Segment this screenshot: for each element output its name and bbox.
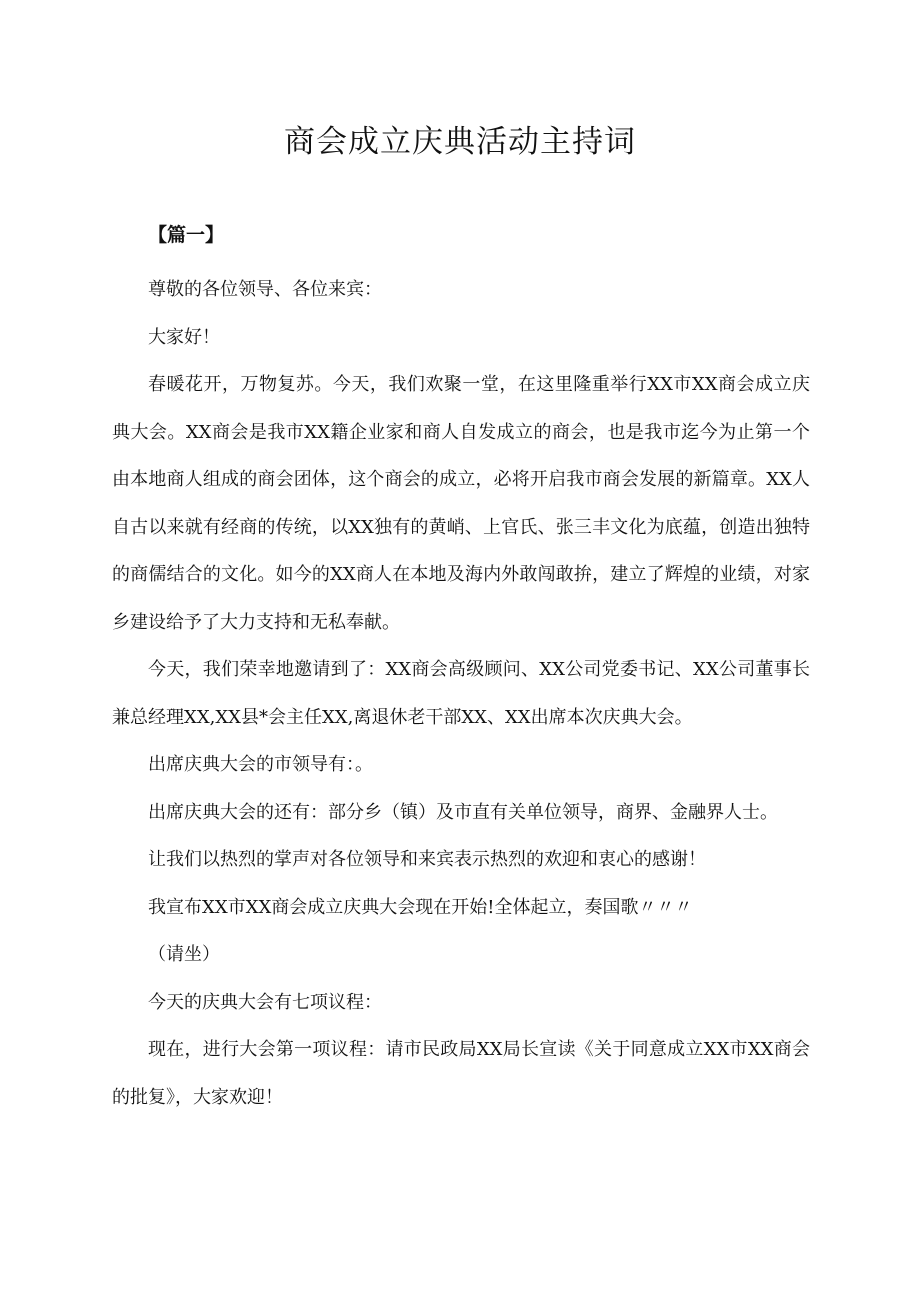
paragraph-hello: 大家好！ — [148, 326, 220, 348]
document-body — [112, 266, 810, 1121]
paragraph-other-attendees: 出席庆典大会的还有：部分乡（镇）及市直有关单位领导，商界、金融界人士。 — [148, 801, 778, 823]
paragraph-city-leaders: 出席庆典大会的市领导有：。 — [148, 754, 373, 775]
paragraph-welcome: 让我们以热烈的掌声对各位领导和来宾表示热烈的欢迎和衷心的感谢！ — [148, 849, 706, 870]
document-title: 商会成立庆典活动主持词 — [284, 124, 636, 160]
paragraph-agenda: 今天的庆典大会有七项议程： — [148, 991, 382, 1013]
paragraph-opening: 我宣布XX市XX商会成立庆典大会现在开始!全体起立，奏国歌〃〃〃 — [148, 896, 693, 918]
paragraph-greeting: 尊敬的各位领导、各位来宾： — [148, 279, 382, 300]
paragraph-first-item: 现在，进行大会第一项议程：请市民政局XX局长宣读《关于同意成立XX市XX商会的批复》，大家欢迎！ — [112, 1039, 810, 1108]
paragraph-please-sit: （请坐） — [148, 944, 220, 965]
paragraph-intro: 春暖花开，万物复苏。今天，我们欢聚一堂，在这里隆重举行XX市XX商会成立庆典大会。XX商会是我市XX籍企业家和商人自发成立的商会，也是我市迄今为止第一个由本地商人组成的商会团体，这个商会的成立，必将开启我市商会发展的新篇章。XX人自古以来就有经商的传统，以XX独有的黄峭、上官氏、张三丰文化为底蕴，创造出独特的商儒结合的文化。如今的XX商人在本地及海内外敢闯敢拚，建立了辉煌的业绩，对家乡建设给予了大力支持和无私奉献。 — [112, 374, 810, 633]
paragraph-guests: 今天，我们荣幸地邀请到了：XX商会高级顾问、XX公司党委书记、XX公司董事长兼总经理XX,XX县*会主任XX,离退休老干部XX、XX出席本次庆典大会。 — [112, 659, 810, 728]
section-label: 【篇一】 — [148, 224, 225, 246]
